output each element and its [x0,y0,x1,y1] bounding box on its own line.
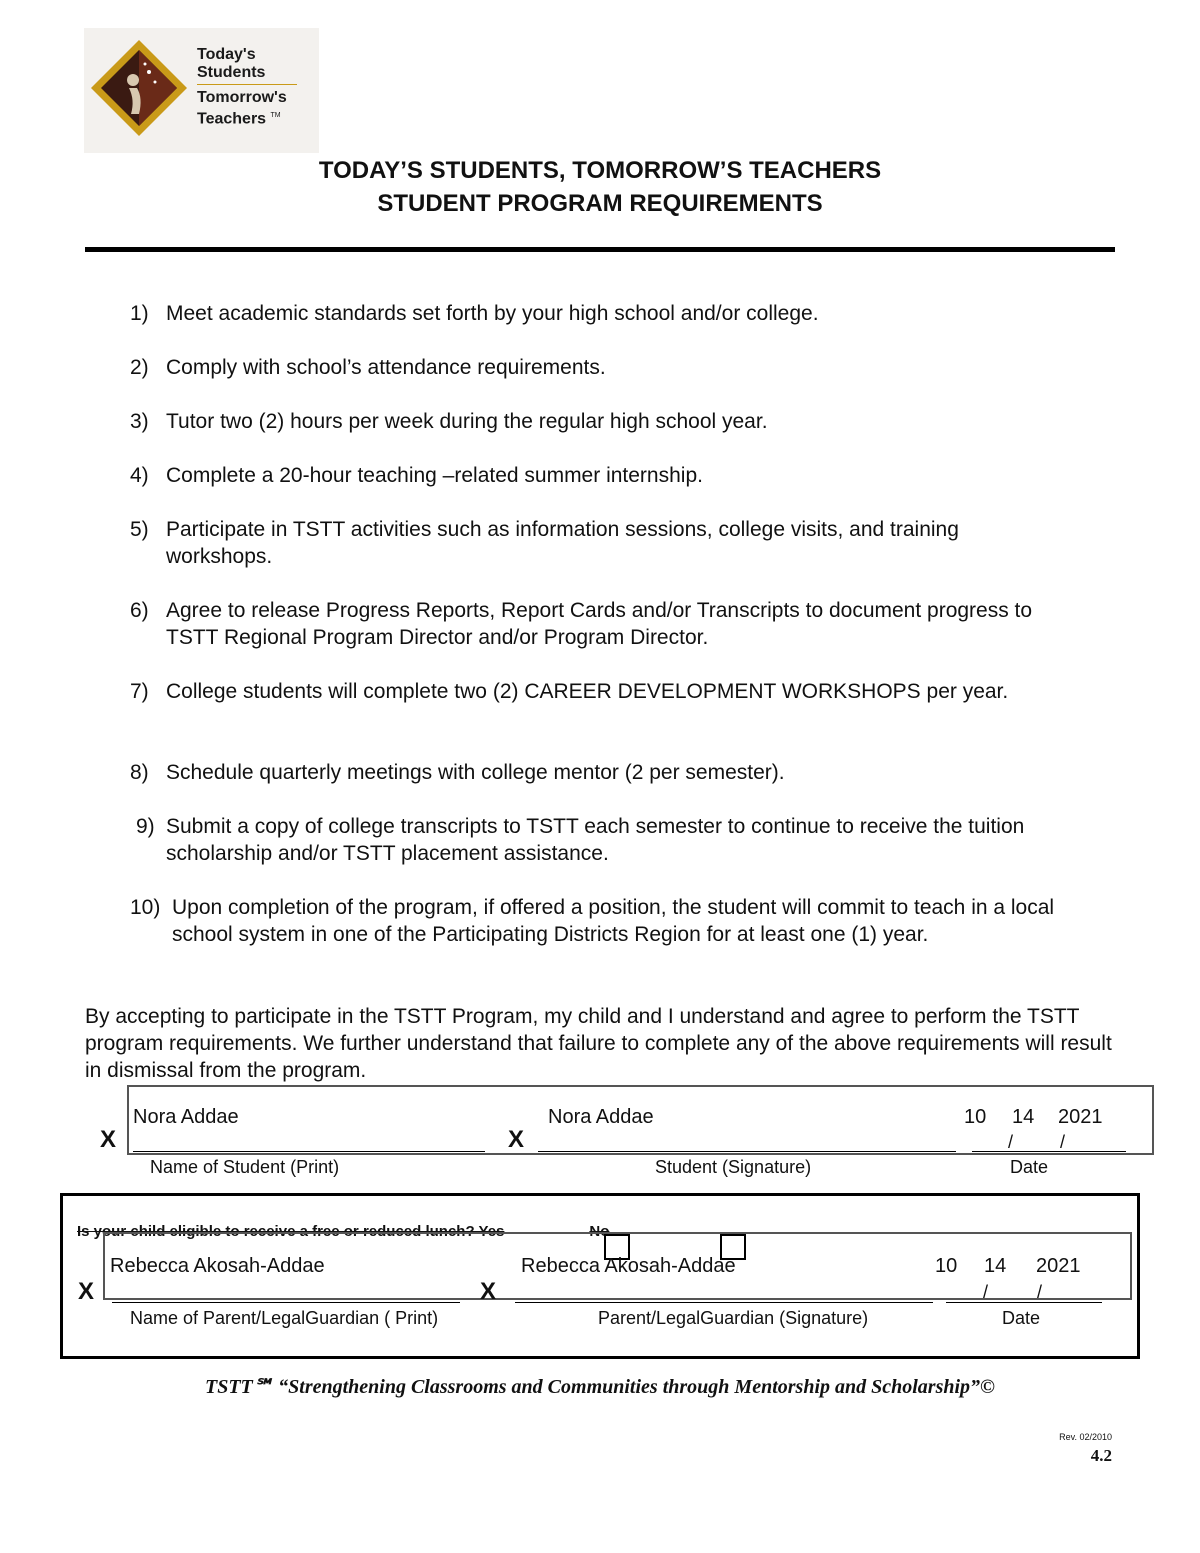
requirement-item: 7) College students will complete two (2) CAREER DEVELOPMENT WORKSHOPS per year. [130,680,1009,703]
logo-line-4: Teachers ™ [197,110,281,128]
page-title-line-1: TODAY’S STUDENTS, TOMORROW’S TEACHERS [318,157,882,184]
page-title-line-2: STUDENT PROGRAM REQUIREMENTS [377,190,823,217]
student-name-line [133,1151,485,1152]
requirement-item: 2) Comply with school’s attendance requirements. [130,356,606,379]
logo-line-2: Students [197,64,266,81]
student-date-separator: / [1060,1132,1066,1152]
student-signature-line [538,1151,956,1152]
student-x-mark: X [100,1126,117,1153]
student-date-line [972,1151,1126,1152]
parent-name-label: Name of Parent/LegalGuardian ( Print) [130,1308,439,1328]
requirement-item: 9) Submit a copy of college transcripts to TSTT each semester to continue to receive the tuition scholarship and/or TSTT placement assistance. [136,815,1025,865]
agreement-paragraph: By accepting to participate in the TSTT Program, my child and I understand and agree to perform the TSTT program requirements. We further understand that failure to complete any of the above requirements will result in dismissal from the program. [85,1005,1112,1082]
logo-divider [197,84,297,85]
parent-date-day[interactable]: 14 [984,1255,1007,1277]
student-date-month[interactable]: 10 [964,1106,987,1128]
parent-signature-input[interactable]: Rebecca Akosah-Addae [521,1255,736,1277]
requirement-item: 4) Complete a 20-hour teaching –related summer internship. [130,464,703,487]
parent-signature-x-mark: X [480,1278,497,1305]
requirement-item: 8) Schedule quarterly meetings with college mentor (2 per semester). [130,761,785,784]
logo-line-1: Today's [197,46,256,63]
logo-line-3: Tomorrow's [197,89,287,106]
requirement-item: 10) Upon completion of the program, if offered a position, the student will commit to teach in a local school system in one of the Participating Districts Region for at least one (1) year. [130,896,1055,946]
logo-diamond-icon [89,38,189,138]
title-rule [85,247,1115,252]
student-date-day[interactable]: 14 [1012,1106,1035,1128]
parent-date-separator: / [1037,1282,1043,1302]
parent-date-separator: / [983,1282,989,1302]
parent-signature-line [515,1302,933,1303]
page-number: 4.2 [1090,1446,1112,1465]
parent-date-label: Date [1002,1308,1041,1328]
parent-date-year[interactable]: 2021 [1036,1255,1081,1277]
requirement-item: 5) Participate in TSTT activities such as information sessions, college visits, and training workshops. [130,518,959,568]
student-signature-label: Student (Signature) [655,1157,812,1177]
student-name-input[interactable]: Nora Addae [133,1106,239,1128]
footer-motto: TSTT℠ “Strengthening Classrooms and Communities through Mentorship and Scholarship”© [204,1376,995,1398]
parent-signature-label: Parent/LegalGuardian (Signature) [598,1308,869,1328]
lunch-question: Is your child eligible to receive a free or reduced lunch? Yes No [77,1223,610,1240]
parent-name-line [112,1302,460,1303]
student-date-year[interactable]: 2021 [1058,1106,1103,1128]
student-signature-input[interactable]: Nora Addae [548,1106,654,1128]
parent-name-input[interactable]: Rebecca Akosah-Addae [110,1255,325,1277]
parent-date-line [946,1302,1102,1303]
student-date-label: Date [1010,1157,1049,1177]
logo [84,28,319,153]
student-name-label: Name of Student (Print) [150,1157,340,1177]
requirement-item: 6) Agree to release Progress Reports, Report Cards and/or Transcripts to document progress to TSTT Regional Program Director and/or Program Director. [130,599,1033,649]
student-date-separator: / [1008,1132,1014,1152]
requirement-item: 3) Tutor two (2) hours per week during the regular high school year. [130,410,768,433]
requirement-item: 1) Meet academic standards set forth by your high school and/or college. [130,302,819,325]
parent-x-mark: X [78,1278,95,1305]
parent-date-month[interactable]: 10 [935,1255,958,1277]
revision-label: Rev. 02/2010 [1059,1432,1112,1442]
student-signature-x-mark: X [508,1126,525,1153]
